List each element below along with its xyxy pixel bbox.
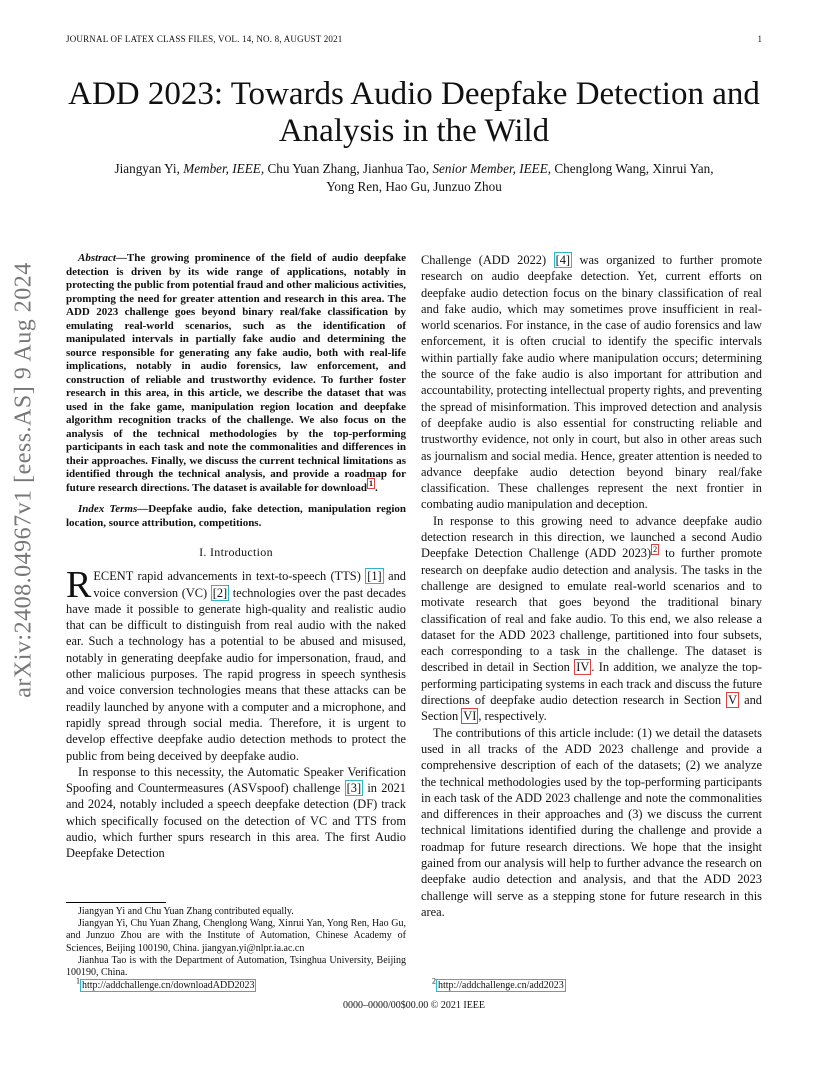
right-paragraph-1: Challenge (ADD 2022) [4] was organized to further promote research on audio deepfake detection. Yet, current efforts on deepfake audio detection focus on the binary classification of real and fake audio, which may sometimes prove insufficient in real-world scenarios. For instance, in the case of audio forensics and law enforcement, it is often crucial to identify the specific intervals within partially fake audio where manipulation occurs; determining the source of the fake audio is also important for attribution and accountability, protecting intellectual property rights, and preventing the spread of misinformation. This improved detection and analysis of deepfake audio is also essential for constructing reliable and trustworthy evidence, not only in court, but also in other areas such as journalism and social media. Hence, greater attention is needed to advance deepfake audio detection beyond binary real/fake classification. These challenges represent the next frontier in combating audio manipulation and deception.: [421, 253, 762, 512]
running-head: JOURNAL OF LATEX CLASS FILES, VOL. 14, NO. 8, AUGUST 2021: [66, 34, 343, 44]
footnote-url-1[interactable]: http://addchallenge.cn/downloadADD2023: [82, 980, 255, 991]
author-text: Yong Ren, Hao Gu, Junzuo Zhou: [326, 179, 502, 194]
section-heading-introduction: I. Introduction: [199, 545, 273, 559]
affiliation-line: Jiangyan Yi, Chu Yuan Zhang, Chenglong Wang, Xinrui Yan, Yong Ren, Hao Gu, and Junzuo Zhou are with the Institute of Automation, Chinese Academy of Sciences, Beijing 100190, China. jiangyan.yi@nlpr.ia.ac.cn: [66, 918, 406, 954]
section-link[interactable]: VI: [463, 709, 477, 724]
index-terms: [66, 503, 406, 530]
abstract: Abstract—The growing prominence of the field of audio deepfake detection is driven by its wide range of applications, notably in protecting the public from potential fraud and other malicious activities, prompting the need for greater attention and research in this area. The ADD 2023 challenge goes beyond binary real/fake classification by emulating real-world scenarios, such as the identification of manipulated intervals in partially fake audio and determining the source responsible for generating any fake audio, both with real-life implications, notably in audio forensics, law enforcement, and construction of reliable and trustworthy evidence. To further foster research in this area, in this article, we describe the dataset that was used in the fake game, manipulation region location and deepfake algorithm recognition tracks of the challenge. We also focus on the analysis of the technical methodologies by the top-performing participants in each task and note the commonalities and differences in their approaches. Finally, we discuss the current technical limitations as identified through the technical analysis, and provide a roadmap for future research directions. The dataset is available for download $^1$ .: [66, 252, 406, 494]
drop-cap: R: [66, 564, 92, 607]
citation-link[interactable]: [1]: [367, 569, 382, 584]
author-text: Chu Yuan Zhang, Jianhua Tao,: [264, 161, 433, 176]
page-number: 1: [757, 34, 762, 44]
intro-paragraph-1: RECENT rapid advancements in text-to-speech (TTS) [1] and voice conversion (VC) [2] technologies over the past decades have made it possible to generate high-quality and realistic audio that can be difficult to distinguish from real audio with the naked ear. Such a technology has a potential to be abused and misused, notably in generating deepfake audio for impersonation, fraud, and other malicious purposes. The rapid progress in speech synthesis and voice conversion technologies means that these attacks can be readily launched by anyone with a computer and a microphone, and rapidly spread through social media. Therefore, it is urgent to develop effective deepfake audio detection methods to protect the public from being deceived by deepfake audio.: [66, 564, 406, 763]
section-link[interactable]: V: [728, 693, 738, 708]
intro-paragraph-2: In response to this necessity, the Automatic Speaker Verification Spoofing and Countermeasures (ASVspoof) challenge [3] in 2021 and 2024, notably included a speech deepfake detection (DF) track which specifically focused on the detection of VC and TTS from audio, which further spurs research in this area. The first Audio Deepfake Detection: [66, 764, 406, 861]
author-text: Chenglong Wang, Xinrui Yan,: [551, 161, 714, 176]
affiliations: [66, 906, 406, 979]
index-terms-label: Index Terms: [78, 503, 138, 515]
paper-title: ADD 2023: Towards Audio Deepfake Detection and Analysis in the Wild: [68, 76, 760, 149]
author-role: Member, IEEE,: [183, 161, 265, 176]
arxiv-stamp[interactable]: [4, 262, 44, 698]
right-column: [421, 252, 762, 920]
section-link[interactable]: IV: [576, 660, 590, 675]
footnote-rule: [66, 902, 166, 903]
author-role: Senior Member, IEEE,: [432, 161, 552, 176]
right-paragraph-3: The contributions of this article include: (1) we detail the datasets used in all tracks of the ADD 2023 challenge and provide a comprehensive description of each of the datasets; (2) we analyze the technical methodologies used by the top-performing participants in each task of the ADD 2023 challenge and note the commonalities and differences in their approaches and (3) we discuss the current technical limitations identified during the challenge and provide a roadmap for future research directions. We hope that the insight gained from our analysis will help to further advance the research on deepfake audio detection and analysis, and that the ADD 2023 challenge will serve as a stepping stone for future research in this area.: [421, 725, 762, 919]
abstract-label: Abstract: [78, 252, 116, 264]
citation-link[interactable]: [2]: [212, 585, 228, 600]
abstract-text: —The growing prominence of the field of audio deepfake detection is driven by its wide range of applications, notably in protecting the public from potential fraud and other malicious activities, prompting the need for greater attention and research in this area. The ADD 2023 challenge goes beyond binary real/fake classification by emulating real-world scenarios, such as the identification of manipulated intervals in partially fake audio and determining the source responsible for generating any fake audio, both with real-life implications, notably in audio forensics, law enforcement, and construction of reliable and trustworthy evidence. To further foster research in this area, in this article, we describe the dataset that was used in the fake game, manipulation region location and deepfake algorithm recognition tracks of the challenge. We also focus on the analysis of the technical methodologies by the top-performing participants in each task and note the commonalities and differences in their approaches. Finally, we discuss the current technical limitations as identified through the technical analysis, and provide a roadmap for future research directions. The dataset is available for download: [66, 252, 406, 494]
citation-link[interactable]: [4]: [555, 253, 571, 267]
footnote-url-2[interactable]: http://addchallenge.cn/add2023: [438, 980, 564, 991]
index-terms-text: —Deepfake audio, fake detection, manipulation region location, source attribution, competitions.: [66, 503, 406, 529]
author-text: Jiangyan Yi,: [114, 161, 184, 176]
copyright-notice: 0000–0000/00$00.00 © 2021 IEEE: [342, 1000, 486, 1011]
footnote-2: $^2$ http://addchallenge.cn/add2023: [432, 976, 564, 991]
affiliation-line: Jianhua Tao is with the Department of Automation, Tsinghua University, Beijing 100190, China.: [66, 954, 406, 979]
left-column: [66, 252, 406, 862]
affiliation-line: Jiangyan Yi and Chu Yuan Zhang contributed equally.: [78, 906, 294, 917]
citation-link[interactable]: [3]: [346, 781, 362, 796]
right-paragraph-2: In response to this growing need to advance deepfake audio detection research in this direction, we launched a second Audio Deepfake Detection Challenge (ADD 2023) $^2$ to further promote research on deepfake audio detection and analysis. The tasks in the challenge are designed to emulate real-world scenarios and to motivate research that goes beyond the traditional binary classification of real and fake audio. To this end, we also release a dataset for the ADD 2023 challenge, partitioned into four subsets, each corresponding to a task in the challenge. The dataset is described in detail in Section IV . In addition, we analyze the top-performing participating systems in each track and discuss the future directions of deepfake audio detection research in Section V and Section VI , respectively.: [421, 513, 762, 724]
footnote-link-1[interactable]: 1: [368, 478, 373, 488]
author-list: [60, 160, 768, 196]
footnote-1: $^1$ http://addchallenge.cn/downloadADD2023: [76, 976, 255, 991]
footnote-link-2[interactable]: 2: [653, 545, 658, 555]
arxiv-stamp-text: arXiv:2408.04967v1 [eess.AS] 9 Aug 2024: [10, 262, 37, 698]
